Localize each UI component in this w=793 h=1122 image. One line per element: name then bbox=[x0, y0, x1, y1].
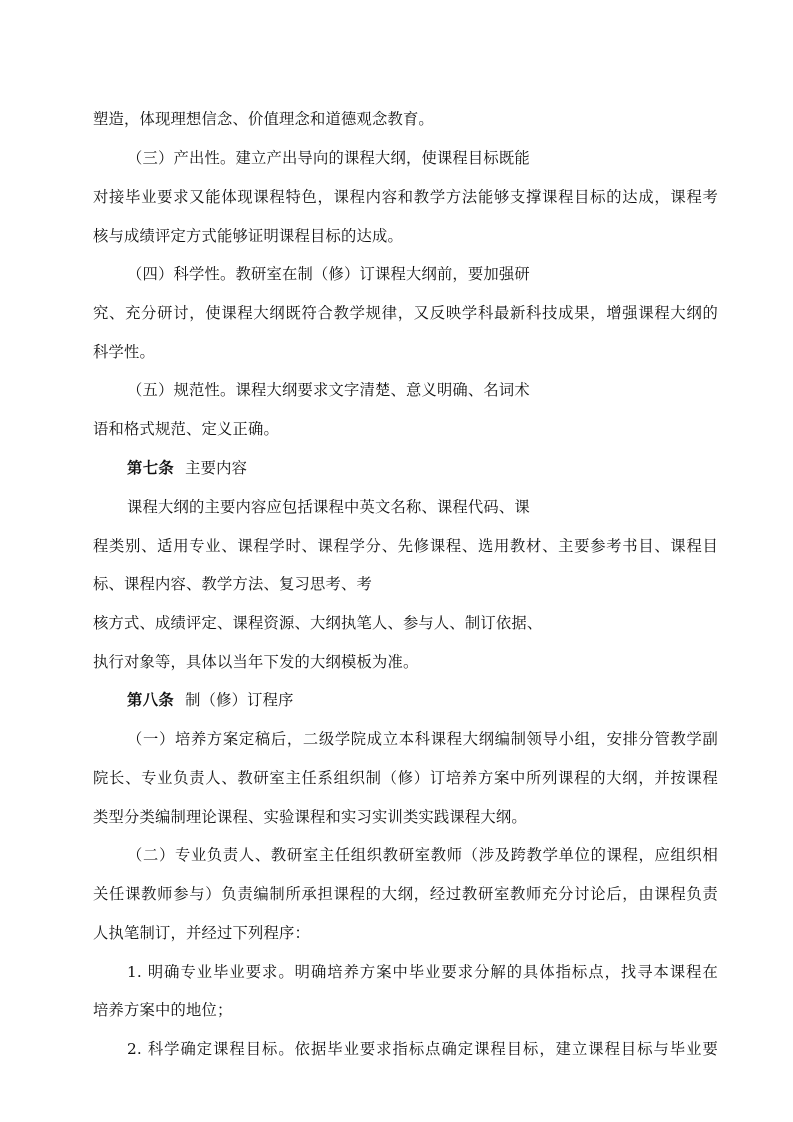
paragraph-line: 究、充分研讨，使课程大纲既符合教学规律，又反映学科最新科技成果，增强课程大纲的 bbox=[93, 304, 718, 322]
article-label: 第七条 bbox=[127, 459, 175, 477]
paragraph-line: 类型分类编制理论课程、实验课程和实习实训类实践课程大纲。 bbox=[93, 808, 527, 826]
paragraph-line: 核与成绩评定方式能够证明课程目标的达成。 bbox=[93, 227, 403, 245]
paragraph-line: （三）产出性。建立产出导向的课程大纲，使课程目标既能 bbox=[127, 149, 530, 167]
paragraph-line: 对接毕业要求又能体现课程特色，课程内容和教学方法能够支撑课程目标的达成，课程考 bbox=[93, 188, 718, 206]
paragraph-line: 塑造，体现理想信念、价值理念和道德观念教育。 bbox=[93, 110, 434, 128]
article-7-heading bbox=[127, 458, 247, 478]
paragraph-line: 人执笔制订，并经过下列程序： bbox=[93, 924, 310, 942]
paragraph-line: （五）规范性。课程大纲要求文字清楚、意义明确、名词术 bbox=[127, 381, 530, 399]
paragraph-line: 培养方案中的地位； bbox=[93, 1001, 233, 1019]
paragraph-line: 程类别、适用专业、课程学时、课程学分、先修课程、选用教材、主要参考书目、课程目 bbox=[93, 537, 718, 555]
article-label: 第八条 bbox=[127, 691, 175, 709]
article-8-heading bbox=[127, 690, 294, 710]
list-item-2: 2. 科学确定课程目标。依据毕业要求指标点确定课程目标，建立课程目标与毕业要 bbox=[127, 1040, 718, 1058]
paragraph-line: 课程大纲的主要内容应包括课程中英文名称、课程代码、课 bbox=[127, 498, 530, 516]
article-title: 制（修）订程序 bbox=[185, 691, 294, 709]
paragraph-line: 关任课教师参与）负责编制所承担课程的大纲，经过教研室教师充分讨论后，由课程负责 bbox=[93, 885, 718, 903]
paragraph-line: （四）科学性。教研室在制（修）订课程大纲前，要加强研 bbox=[127, 265, 530, 283]
paragraph-line: 科学性。 bbox=[93, 343, 155, 361]
paragraph-line: 标、课程内容、教学方法、复习思考、考 bbox=[93, 575, 372, 593]
article-title: 主要内容 bbox=[185, 459, 248, 477]
paragraph-line: 院长、专业负责人、教研室主任系组织制（修）订培养方案中所列课程的大纲，并按课程 bbox=[93, 769, 718, 787]
paragraph-line: （一）培养方案定稿后，二级学院成立本科课程大纲编制领导小组，安排分管教学副 bbox=[127, 730, 718, 748]
paragraph-line: （二）专业负责人、教研室主任组织教研室教师（涉及跨教学单位的课程，应组织相 bbox=[127, 846, 718, 864]
paragraph-line: 执行对象等，具体以当年下发的大纲模板为准。 bbox=[93, 653, 419, 671]
list-item-1: 1. 明确专业毕业要求。明确培养方案中毕业要求分解的具体指标点，找寻本课程在 bbox=[127, 963, 718, 981]
paragraph-line: 语和格式规范、定义正确。 bbox=[93, 420, 279, 438]
paragraph-line: 核方式、成绩评定、课程资源、大纲执笔人、参与人、制订依据、 bbox=[93, 614, 543, 632]
